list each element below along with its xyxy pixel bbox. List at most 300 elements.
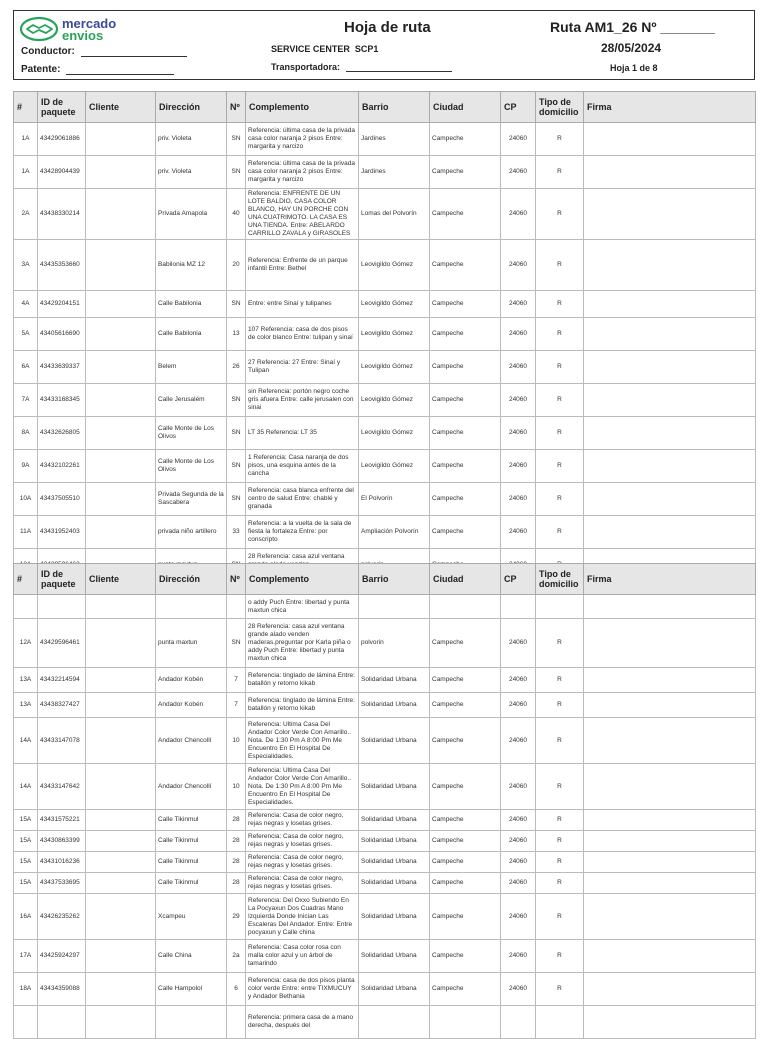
- cell-neighborhood: Jardines: [359, 156, 430, 189]
- cell-row-number: 3A: [14, 240, 38, 291]
- cell-neighborhood: Leovigildo Gómez: [359, 240, 430, 291]
- cell-street-number: 20: [227, 240, 246, 291]
- cell-complement: 1 Referencia: Casa naranja de dos pisos, una esquina antes de la cancha: [246, 450, 359, 483]
- cell-street-number: 6: [227, 973, 246, 1006]
- cell-complement: Referencia: última casa de la privada casa color naranja 2 pisos Entre: margarita y narcizo: [246, 123, 359, 156]
- cell-client: [86, 894, 156, 940]
- table-row: [14, 384, 756, 417]
- cell-signature[interactable]: [584, 351, 756, 384]
- cell-package-id: 43432214594: [38, 668, 86, 693]
- cell-signature[interactable]: [584, 123, 756, 156]
- cell-address: [156, 1006, 227, 1039]
- cell-complement: Referencia: ENFRENTE DE UN LOTE BALDIO, CASA COLOR BLANCO, HAY UN PORCHE CON UNA CUATRIMOTO. LA CASA ES UNA TIENDA. Entre: ABELARDO CARRILLO ZAVALA y GIRASOLES: [246, 189, 359, 240]
- cell-street-number: 33: [227, 516, 246, 549]
- table-header-row: [14, 564, 756, 595]
- header-num: #: [14, 92, 38, 123]
- cell-signature[interactable]: [584, 831, 756, 852]
- table-row: [14, 123, 756, 156]
- cell-street-number: SN: [227, 483, 246, 516]
- cell-signature[interactable]: [584, 810, 756, 831]
- cell-city: Campeche: [430, 973, 501, 1006]
- cell-address-type: [536, 1006, 584, 1039]
- cell-street-number: 10: [227, 718, 246, 764]
- header-numero: Nº: [227, 92, 246, 123]
- cell-client: [86, 156, 156, 189]
- cell-address-type: R: [536, 156, 584, 189]
- cell-address-type: R: [536, 240, 584, 291]
- header-barrio: Barrio: [359, 92, 430, 123]
- cell-neighborhood: Leovigildo Gómez: [359, 417, 430, 450]
- cell-package-id: 43405616690: [38, 318, 86, 351]
- cell-package-id: 43431016236: [38, 852, 86, 873]
- cell-neighborhood: [359, 595, 430, 619]
- cell-city: Campeche: [430, 156, 501, 189]
- cell-package-id: 43438327427: [38, 693, 86, 718]
- cell-address: Calle Tikinmul: [156, 852, 227, 873]
- cell-street-number: 40: [227, 189, 246, 240]
- cell-street-number: SN: [227, 450, 246, 483]
- cell-client: [86, 764, 156, 810]
- cell-signature[interactable]: [584, 619, 756, 668]
- cell-package-id: 43433147642: [38, 764, 86, 810]
- cell-street-number: 28: [227, 873, 246, 894]
- cell-city: Campeche: [430, 123, 501, 156]
- cell-client: [86, 619, 156, 668]
- cell-neighborhood: Leovigildo Gómez: [359, 351, 430, 384]
- cell-signature[interactable]: [584, 852, 756, 873]
- cell-complement: Referencia: tinglado de lámina Entre: batallón y retorno kikab: [246, 693, 359, 718]
- cell-row-number: 12A: [14, 619, 38, 668]
- table-row: [14, 595, 756, 619]
- header-direccion: Dirección: [156, 564, 227, 595]
- cell-package-id: 43431575221: [38, 810, 86, 831]
- service-center-label: SERVICE CENTER: [271, 44, 350, 54]
- cell-neighborhood: Ampliación Polvorín: [359, 516, 430, 549]
- cell-street-number: 7: [227, 693, 246, 718]
- header-cp: CP: [501, 564, 536, 595]
- table-row: [14, 240, 756, 291]
- conductor-label: Conductor:: [21, 46, 75, 57]
- cell-signature[interactable]: [584, 693, 756, 718]
- cell-client: [86, 1006, 156, 1039]
- cell-package-id: 43429596461: [38, 619, 86, 668]
- cell-postal-code: 24060: [501, 973, 536, 1006]
- cell-client: [86, 417, 156, 450]
- cell-postal-code: 24060: [501, 123, 536, 156]
- cell-address-type: R: [536, 764, 584, 810]
- cell-row-number: 14A: [14, 718, 38, 764]
- route-number: Ruta AM1_26 Nº _______: [550, 19, 715, 35]
- cell-client: [86, 240, 156, 291]
- cell-address: Andador Kobén: [156, 693, 227, 718]
- cell-row-number: 16A: [14, 894, 38, 940]
- cell-signature[interactable]: [584, 764, 756, 810]
- cell-client: [86, 810, 156, 831]
- header-cliente: Cliente: [86, 564, 156, 595]
- cell-neighborhood: Solidaridad Urbana: [359, 718, 430, 764]
- cell-row-number: 10A: [14, 483, 38, 516]
- page-title: Hoja de ruta: [344, 19, 431, 36]
- cell-city: Campeche: [430, 240, 501, 291]
- cell-street-number: SN: [227, 156, 246, 189]
- cell-city: Campeche: [430, 873, 501, 894]
- cell-street-number: 7: [227, 668, 246, 693]
- cell-package-id: 43432102261: [38, 450, 86, 483]
- transportadora-field: [271, 62, 452, 72]
- cell-address-type: R: [536, 417, 584, 450]
- cell-complement: Referencia: casa de dos pisos planta color verde Entre: entre TIXMUCUY y Andador Bethania: [246, 973, 359, 1006]
- handshake-icon: [20, 16, 60, 42]
- table-row: [14, 417, 756, 450]
- cell-signature[interactable]: [584, 1006, 756, 1039]
- cell-street-number: SN: [227, 291, 246, 318]
- table-row: [14, 516, 756, 549]
- cell-address: Calle Monte de Los Olivos: [156, 450, 227, 483]
- cell-city: Campeche: [430, 940, 501, 973]
- cell-city: Campeche: [430, 668, 501, 693]
- cell-package-id: 43429061886: [38, 123, 86, 156]
- table-row: [14, 619, 756, 668]
- cell-address: Andador Kobén: [156, 668, 227, 693]
- route-table-2: [13, 563, 756, 1039]
- cell-signature[interactable]: [584, 450, 756, 483]
- cell-neighborhood: Solidaridad Urbana: [359, 764, 430, 810]
- table-row: [14, 668, 756, 693]
- cell-package-id: 43433147078: [38, 718, 86, 764]
- table-row: [14, 764, 756, 810]
- cell-client: [86, 450, 156, 483]
- cell-package-id: 43428904439: [38, 156, 86, 189]
- cell-city: Campeche: [430, 384, 501, 417]
- cell-row-number: 9A: [14, 450, 38, 483]
- cell-address-type: R: [536, 318, 584, 351]
- logo-text-mercado: mercado: [62, 16, 117, 31]
- cell-city: Campeche: [430, 810, 501, 831]
- cell-neighborhood: Solidaridad Urbana: [359, 873, 430, 894]
- cell-complement: Referencia: Casa color rosa con malla color azul y un árbol de tamarindo: [246, 940, 359, 973]
- cell-client: [86, 123, 156, 156]
- cell-complement: Referencia: tinglado de lámina Entre: batallón y retorno kikab: [246, 668, 359, 693]
- cell-city: Campeche: [430, 351, 501, 384]
- cell-address-type: R: [536, 894, 584, 940]
- cell-package-id: 43432626805: [38, 417, 86, 450]
- cell-client: [86, 852, 156, 873]
- cell-signature[interactable]: [584, 417, 756, 450]
- header-firma: Firma: [584, 92, 756, 123]
- header-ciudad: Ciudad: [430, 564, 501, 595]
- cell-client: [86, 483, 156, 516]
- cell-complement: Referencia: primera casa de a mano derecha, después del: [246, 1006, 359, 1039]
- cell-complement: Referencia: Enfrente de un parque infantil Entre: Bethel: [246, 240, 359, 291]
- cell-city: [430, 1006, 501, 1039]
- cell-row-number: 15A: [14, 831, 38, 852]
- cell-package-id: 43438330214: [38, 189, 86, 240]
- cell-city: Campeche: [430, 291, 501, 318]
- table-row: [14, 693, 756, 718]
- cell-row-number: 4A: [14, 291, 38, 318]
- cell-street-number: SN: [227, 619, 246, 668]
- cell-address: Calle Tikinmul: [156, 873, 227, 894]
- cell-row-number: 15A: [14, 852, 38, 873]
- cell-signature[interactable]: [584, 318, 756, 351]
- table-row: [14, 894, 756, 940]
- cell-address: Calle Hampolol: [156, 973, 227, 1006]
- cell-postal-code: 24060: [501, 318, 536, 351]
- cell-package-id: 43430863399: [38, 831, 86, 852]
- cell-street-number: 10: [227, 764, 246, 810]
- cell-signature[interactable]: [584, 189, 756, 240]
- cell-address: privada niño artillero: [156, 516, 227, 549]
- cell-postal-code: 24060: [501, 852, 536, 873]
- cell-neighborhood: polvorin: [359, 619, 430, 668]
- cell-complement: Referencia: Casa de color negro, rejas negras y losetas grises.: [246, 852, 359, 873]
- cell-signature[interactable]: [584, 291, 756, 318]
- cell-client: [86, 384, 156, 417]
- transportadora-label: Transportadora:: [271, 62, 341, 72]
- cell-postal-code: 24060: [501, 718, 536, 764]
- cell-address-type: [536, 595, 584, 619]
- cell-package-id: 43434359088: [38, 973, 86, 1006]
- mercado-envios-logo: [20, 16, 130, 44]
- patente-label: Patente:: [21, 64, 61, 75]
- cell-address: [156, 595, 227, 619]
- cell-street-number: SN: [227, 123, 246, 156]
- table-row: [14, 156, 756, 189]
- cell-neighborhood: Jardines: [359, 123, 430, 156]
- cell-package-id: 43437533695: [38, 873, 86, 894]
- cell-address-type: R: [536, 973, 584, 1006]
- cell-row-number: 6A: [14, 351, 38, 384]
- logo-text-envios: envios: [62, 28, 104, 43]
- cell-city: Campeche: [430, 718, 501, 764]
- cell-neighborhood: Solidaridad Urbana: [359, 810, 430, 831]
- cell-address-type: R: [536, 516, 584, 549]
- cell-street-number: 28: [227, 831, 246, 852]
- cell-address: Calle Tikinmul: [156, 831, 227, 852]
- cell-street-number: 28: [227, 810, 246, 831]
- cell-row-number: 8A: [14, 417, 38, 450]
- route-date: 28/05/2024: [601, 41, 662, 55]
- header-id-paquete: ID de paquete: [38, 92, 86, 123]
- cell-client: [86, 595, 156, 619]
- cell-postal-code: [501, 595, 536, 619]
- cell-row-number: 1A: [14, 123, 38, 156]
- header-num: #: [14, 564, 38, 595]
- table-row: [14, 483, 756, 516]
- cell-postal-code: 24060: [501, 351, 536, 384]
- cell-postal-code: 24060: [501, 764, 536, 810]
- cell-package-id: 43433639337: [38, 351, 86, 384]
- cell-postal-code: [501, 1006, 536, 1039]
- cell-street-number: 2a: [227, 940, 246, 973]
- cell-client: [86, 693, 156, 718]
- table-row: [14, 940, 756, 973]
- cell-row-number: 17A: [14, 940, 38, 973]
- cell-address: Andador Chencollí: [156, 718, 227, 764]
- cell-package-id: [38, 595, 86, 619]
- cell-row-number: 2A: [14, 189, 38, 240]
- cell-complement: LT 35 Referencia: LT 35: [246, 417, 359, 450]
- cell-package-id: [38, 1006, 86, 1039]
- header-tipo-domicilio: Tipo de domicilio: [536, 92, 584, 123]
- cell-address-type: R: [536, 873, 584, 894]
- cell-row-number: 11A: [14, 516, 38, 549]
- cell-postal-code: 24060: [501, 516, 536, 549]
- header-complemento: Complemento: [246, 564, 359, 595]
- cell-city: Campeche: [430, 693, 501, 718]
- cell-signature[interactable]: [584, 384, 756, 417]
- cell-complement: Referencia: casa blanca enfrente del centro de salud Entre: chablé y granada: [246, 483, 359, 516]
- table-row: [14, 291, 756, 318]
- cell-client: [86, 940, 156, 973]
- cell-street-number: 13: [227, 318, 246, 351]
- table-row: [14, 973, 756, 1006]
- cell-row-number: 7A: [14, 384, 38, 417]
- cell-address-type: R: [536, 123, 584, 156]
- cell-client: [86, 831, 156, 852]
- cell-address: Andador Chencollí: [156, 764, 227, 810]
- conductor-field: [21, 46, 187, 57]
- cell-street-number: [227, 1006, 246, 1039]
- cell-address: Privada Segunda de la Sascabera: [156, 483, 227, 516]
- cell-complement: Referencia: última casa de la privada casa color naranja 2 pisos Entre: margarita y narcizo: [246, 156, 359, 189]
- cell-address-type: R: [536, 384, 584, 417]
- cell-package-id: 43431952403: [38, 516, 86, 549]
- cell-complement: sin Referencia: portón negro coche gris afuera Entre: calle jerusalen con sinai: [246, 384, 359, 417]
- cell-complement: Referencia: Casa de color negro, rejas negras y losetas grises.: [246, 873, 359, 894]
- cell-address-type: R: [536, 668, 584, 693]
- cell-address-type: R: [536, 852, 584, 873]
- cell-signature[interactable]: [584, 483, 756, 516]
- cell-signature[interactable]: [584, 718, 756, 764]
- cell-postal-code: 24060: [501, 831, 536, 852]
- cell-street-number: SN: [227, 417, 246, 450]
- header-ciudad: Ciudad: [430, 92, 501, 123]
- cell-client: [86, 973, 156, 1006]
- cell-neighborhood: Solidaridad Urbana: [359, 940, 430, 973]
- cell-signature[interactable]: [584, 940, 756, 973]
- cell-client: [86, 189, 156, 240]
- cell-neighborhood: Solidaridad Urbana: [359, 831, 430, 852]
- cell-address: Privada Amapola: [156, 189, 227, 240]
- cell-postal-code: 24060: [501, 450, 536, 483]
- cell-neighborhood: Solidaridad Urbana: [359, 894, 430, 940]
- cell-complement: o addy Puch Entre: libertad y punta maxtun chica: [246, 595, 359, 619]
- service-center-value: SCP1: [354, 44, 379, 54]
- cell-address: Calle Babilonia: [156, 318, 227, 351]
- cell-signature[interactable]: [584, 668, 756, 693]
- cell-signature[interactable]: [584, 595, 756, 619]
- table-row: [14, 189, 756, 240]
- cell-street-number: SN: [227, 384, 246, 417]
- table-row: [14, 810, 756, 831]
- cell-address: priv. Violeta: [156, 156, 227, 189]
- cell-client: [86, 291, 156, 318]
- cell-package-id: 43426235262: [38, 894, 86, 940]
- route-header: [13, 10, 755, 80]
- cell-postal-code: 24060: [501, 483, 536, 516]
- cell-postal-code: 24060: [501, 894, 536, 940]
- cell-neighborhood: Solidaridad Urbana: [359, 852, 430, 873]
- cell-row-number: 5A: [14, 318, 38, 351]
- cell-address: Xcampeu: [156, 894, 227, 940]
- cell-address: Calle Monte de Los Olivos: [156, 417, 227, 450]
- cell-city: Campeche: [430, 450, 501, 483]
- cell-city: Campeche: [430, 483, 501, 516]
- cell-street-number: 26: [227, 351, 246, 384]
- table-row: [14, 831, 756, 852]
- cell-city: Campeche: [430, 619, 501, 668]
- transportadora-line: [346, 62, 452, 72]
- table-row: [14, 450, 756, 483]
- cell-address-type: R: [536, 810, 584, 831]
- cell-neighborhood: Leovigildo Gómez: [359, 291, 430, 318]
- cell-complement: Referencia: Casa de color negro, rejas negras y losetas grises.: [246, 831, 359, 852]
- table-row: [14, 873, 756, 894]
- cell-neighborhood: Solidaridad Urbana: [359, 668, 430, 693]
- cell-signature[interactable]: [584, 894, 756, 940]
- cell-signature[interactable]: [584, 873, 756, 894]
- cell-address: priv. Violeta: [156, 123, 227, 156]
- cell-complement: Referencia: Ultima Casa Del Andador Color Verde Con Amarillo.. Nota. De 1:30 Pm A 8:00 Pm Me Encuentro En El Hospital De Especialidades.: [246, 764, 359, 810]
- cell-row-number: 15A: [14, 873, 38, 894]
- cell-package-id: 43437505510: [38, 483, 86, 516]
- patente-line: [66, 65, 174, 75]
- cell-neighborhood: Leovigildo Gómez: [359, 450, 430, 483]
- cell-row-number: 13A: [14, 668, 38, 693]
- header-cliente: Cliente: [86, 92, 156, 123]
- cell-neighborhood: Leovigildo Gómez: [359, 384, 430, 417]
- cell-signature[interactable]: [584, 973, 756, 1006]
- cell-complement: 107 Referencia: casa de dos pisos de color blanco Entre: tulipan y sinaí: [246, 318, 359, 351]
- cell-address-type: R: [536, 450, 584, 483]
- cell-address-type: R: [536, 291, 584, 318]
- cell-package-id: 43435353660: [38, 240, 86, 291]
- cell-complement: Referencia: a la vuelta de la sala de fiesta la fortaleza Entre: por conscripto: [246, 516, 359, 549]
- cell-signature[interactable]: [584, 240, 756, 291]
- cell-postal-code: 24060: [501, 619, 536, 668]
- table-row: [14, 852, 756, 873]
- table-row: [14, 718, 756, 764]
- cell-address: Belem: [156, 351, 227, 384]
- header-numero: Nº: [227, 564, 246, 595]
- cell-postal-code: 24060: [501, 417, 536, 450]
- cell-postal-code: 24060: [501, 156, 536, 189]
- cell-neighborhood: El Polvorín: [359, 483, 430, 516]
- cell-street-number: [227, 595, 246, 619]
- cell-city: Campeche: [430, 189, 501, 240]
- header-firma: Firma: [584, 564, 756, 595]
- cell-client: [86, 718, 156, 764]
- cell-postal-code: 24060: [501, 873, 536, 894]
- cell-address: Babilonia MZ 12: [156, 240, 227, 291]
- cell-client: [86, 668, 156, 693]
- cell-client: [86, 318, 156, 351]
- table-row: [14, 318, 756, 351]
- cell-client: [86, 516, 156, 549]
- cell-address-type: R: [536, 940, 584, 973]
- cell-address-type: R: [536, 483, 584, 516]
- cell-row-number: [14, 595, 38, 619]
- cell-signature[interactable]: [584, 156, 756, 189]
- cell-complement: Referencia: Del Oxxo Subiendo En La Pocyaxun Dos Cuadras Mano Izquierda Donde Inician Las Escaleras Del Andador. Entre: Entre pocyaxun y Calle china: [246, 894, 359, 940]
- table-row: [14, 1006, 756, 1039]
- cell-signature[interactable]: [584, 516, 756, 549]
- cell-city: Campeche: [430, 417, 501, 450]
- table-row: [14, 351, 756, 384]
- cell-package-id: 43429204151: [38, 291, 86, 318]
- cell-city: Campeche: [430, 516, 501, 549]
